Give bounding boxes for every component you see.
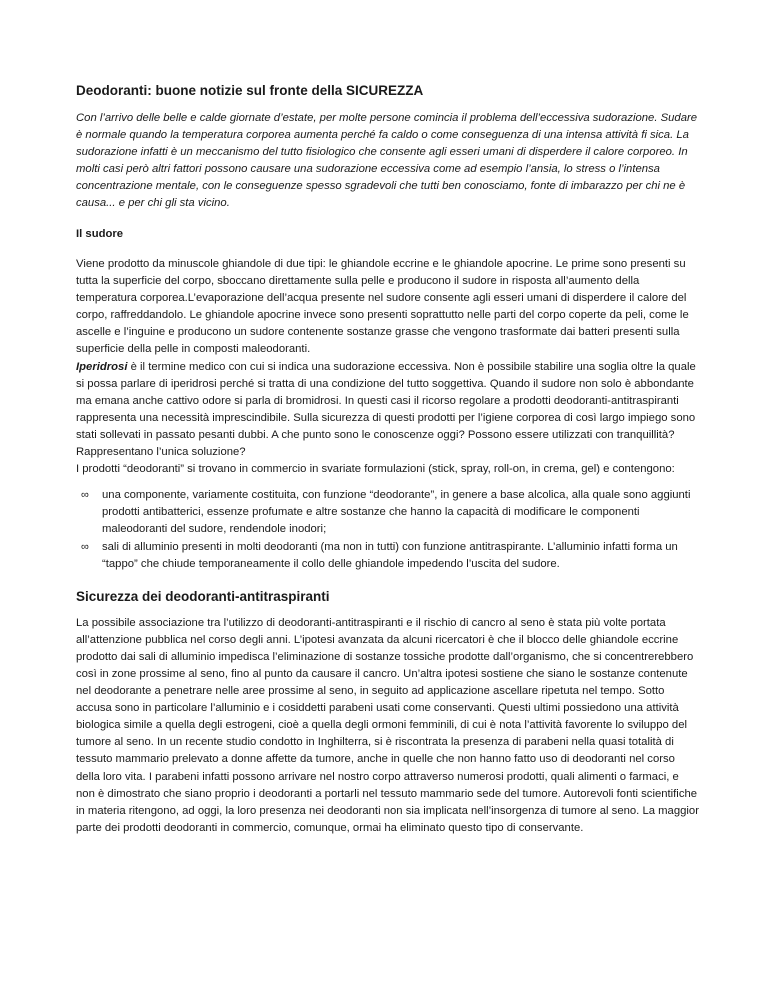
sudore-text-1: Viene prodotto da minuscole ghiandole di due tipi: le ghiandole eccrine e le ghiandole apocrine. Le prime sono presenti su tutta la superficie del corpo, sboccano direttamente sulla pelle e producono il sudore in risposta all’aumento della temperatura corporea.L’evaporazione dell’acqua presente nel sudore consente agli esseri umani di disperdere il calore del corpo, raffreddandolo. Le ghiandole apocrine invece sono presenti soprattutto nelle parti del corpo coperte da peli, come le ascelle e l’inguine e producono un sudore contenente sostanze grasse che vengono trasformate dai batteri presenti sulla superficie della pelle in composti maleodoranti. <box>76 258 689 356</box>
infinity-icon: ∞ <box>81 540 89 553</box>
section-title: Sicurezza dei deodoranti-antitraspiranti <box>76 588 330 604</box>
sudore-paragraph <box>76 256 700 478</box>
document-page <box>76 82 700 837</box>
iperidrosi-term: Iperidrosi <box>76 360 128 373</box>
list-item <box>76 487 700 538</box>
intro-paragraph: Con l’arrivo delle belle e calde giornate d’estate, per molte persone comincia il problema dell’eccessiva sudorazione. Sudare è normale quando la temperatura corporea aumenta perché fa caldo o come conseguenza di una intensa attività fi sica. La sudorazione infatti è un meccanismo del tutto fisiologico che consente agli esseri umani di disperdere il calore corporeo. In molti casi però altri fattori possono causare una sudorazione eccessiva come ad esempio l’ansia, lo stress o l’intensa concentrazione mentale, con le conseguenze spesso sgradevoli che tutti ben conosciamo, fonte di imbarazzo per chi ne è causa... e per chi gli sta vicino. <box>76 112 698 209</box>
document-title: Deodoranti: buone notizie sul fronte della SICUREZZA <box>76 83 424 98</box>
sudore-text-3: I prodotti “deodoranti” si trovano in commercio in svariate formulazioni (stick, spray, roll-on, in crema, gel) e contengono: <box>76 463 675 476</box>
sudore-heading: Il sudore <box>76 228 124 240</box>
section-paragraph: La possibile associazione tra l’utilizzo di deodoranti-antitraspiranti e il rischio di cancro al seno è stata più volte portata all’attenzione pubblica nel corso degli anni. L’ipotesi avanzata da alcuni ricercatori è che il blocco delle ghiandole eccrine prodotto dai sali di alluminio impedisca l’eliminazione di sostanze tossiche prodotte dall’organismo, che si concentrerebbero così in zone prossime al seno, fino al punto da causare il cancro. Un’altra ipotesi sostiene che siano le sostanze contenute nel deodorante a penetrare nelle aree prossime al seno, in seguito ad applicazione ascellare ripetuta nel tempo. Sotto accusa sono in particolare l’alluminio e i cosiddetti parabeni usati come conservanti. Questi ultimi possiedono una attività biologica simile a quella degli estrogeni, cioè a quella degli ormoni femminili, di cui è nota l’attività favorente lo sviluppo del tumore al seno. In un recente studio condotto in Inghilterra, si è riscontrata la presenza di parabeni nella quasi totalità di tessuto mammario prelevato a donne affette da tumore, anche in quelle che non hanno fatto uso di deodoranti nel corso della loro vita. I parabeni infatti possono arrivare nel nostro corpo attraverso numerosi prodotti, quali alimenti o farmaci, e non è dimostrato che siano proprio i deodoranti a portarli nel tessuto mammario sede del tumore. Autorevoli fonti scientifiche in materia ritengono, ad oggi, la loro presenza nei deodoranti non sia implicata nell’insorgenza di tumore al seno. La maggior parte dei prodotti deodoranti in commercio, comunque, ormai ha eliminato questo tipo di conservante. <box>76 616 699 834</box>
sudore-text-2: è il termine medico con cui si indica una sudorazione eccessiva. Non è possibile stabilire una soglia oltre la quale si possa parlare di iperidrosi perché si tratta di una condizione del tutto soggettiva. Quando il sudore non solo è abbondante ma emana anche cattivo odore si parla di bromidrosi. In questi casi il ricorso regolare a prodotti deodoranti-antitraspiranti rappresenta una necessità imprescindibile. Sulla sicurezza di questi prodotti per l’igiene corporea di così largo impiego sono stati sollevati in passato pesanti dubbi. A che punto sono le conoscenze oggi? Possono essere utilizzati con tranquillità? Rappresentano l’unica soluzione? <box>76 360 696 459</box>
list-item-text: sali di alluminio presenti in molti deodoranti (ma non in tutti) con funzione antitraspirante. L’alluminio infatti forma un “tappo” che chiude temporaneamente il collo delle ghiandole impedendo l’uscita del sudore. <box>102 540 678 570</box>
list-item <box>76 539 700 573</box>
ingredients-list <box>76 487 700 572</box>
infinity-icon: ∞ <box>81 489 89 502</box>
list-item-text: una componente, variamente costituita, con funzione “deodorante”, in genere a base alcolica, alla quale sono aggiunti prodotti antibatterici, essenze profumate e altre sostanze che hanno la capacità di modificare le componenti maleodoranti del sudore, rendendole inodori; <box>102 489 691 536</box>
